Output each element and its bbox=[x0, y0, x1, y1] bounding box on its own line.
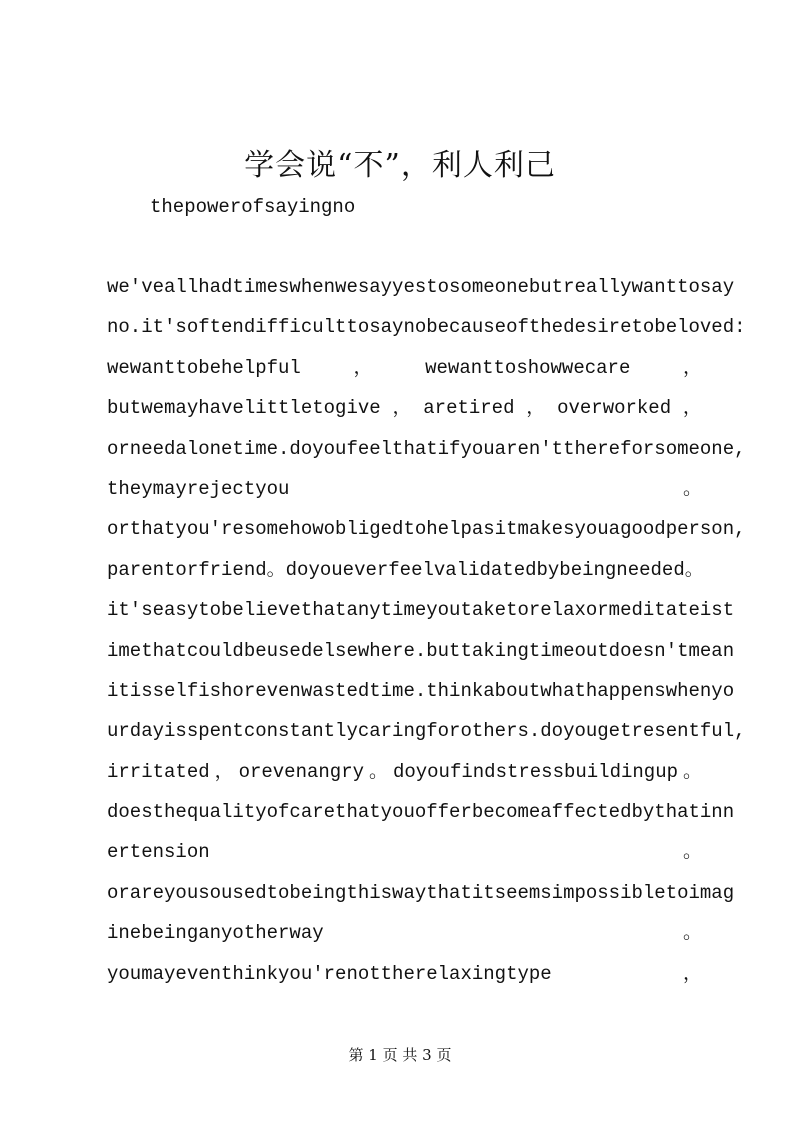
text-segment: it'seasytobelievethatanytimeyoutaketorelaxormeditateist bbox=[107, 599, 735, 622]
text-segment: ， bbox=[682, 397, 702, 420]
text-line bbox=[107, 960, 702, 1000]
document-subtitle: thepowerofsayingno bbox=[150, 196, 356, 218]
text-line bbox=[107, 515, 746, 555]
text-line bbox=[107, 798, 735, 838]
text-segment: ， bbox=[682, 962, 702, 985]
text-line bbox=[107, 677, 735, 717]
text-segment: 。 bbox=[368, 760, 388, 783]
document-title: 学会说“不”，利人利己 bbox=[244, 148, 556, 183]
text-segment: youmayeventhinkyou'renottherelaxingtype bbox=[107, 962, 552, 985]
text-segment: ， bbox=[392, 397, 412, 420]
text-segment: 。 bbox=[682, 477, 702, 500]
text-segment: imethatcouldbeusedelsewhere.buttakingtimeoutdoesn'tmean bbox=[107, 639, 735, 662]
text-segment: no.it'softendifficulttosaynobecauseofthedesiretobeloved: bbox=[107, 316, 746, 339]
text-line bbox=[107, 435, 746, 475]
text-line bbox=[107, 475, 702, 515]
text-segment: ， bbox=[214, 760, 234, 783]
text-segment: wewanttobehelpful bbox=[107, 356, 301, 379]
text-line bbox=[107, 313, 746, 353]
text-segment: orareyousousedtobeingthiswaythatitseemsimpossibletoimag bbox=[107, 881, 735, 904]
text-segment: theymayrejectyou bbox=[107, 477, 290, 500]
text-segment: itisselfishorevenwastedtime.thinkaboutwhathappenswhenyo bbox=[107, 679, 735, 702]
text-segment: butwemayhavelittletogive bbox=[107, 397, 381, 420]
text-line bbox=[107, 919, 702, 959]
body-text bbox=[107, 273, 746, 1000]
text-line bbox=[107, 354, 702, 394]
text-line bbox=[107, 273, 735, 313]
text-segment: doyoufindstressbuildingup bbox=[392, 760, 678, 783]
text-segment: parentorfriend bbox=[107, 558, 267, 581]
text-line bbox=[107, 637, 735, 677]
text-segment: irritated bbox=[107, 760, 210, 783]
text-segment: aretired bbox=[423, 397, 515, 420]
text-segment: inebeinganyotherway bbox=[107, 922, 324, 945]
text-segment: ， bbox=[682, 356, 702, 379]
text-segment: orevenangry bbox=[238, 760, 364, 783]
text-segment: 。 bbox=[266, 558, 286, 581]
text-line bbox=[107, 556, 702, 596]
page-footer: 第 1 页 共 3 页 bbox=[348, 1046, 452, 1064]
text-line bbox=[107, 394, 702, 434]
text-segment: orneedalonetime.doyoufeelthatifyouaren'tthereforsomeone, bbox=[107, 437, 746, 460]
text-segment: 。 bbox=[682, 922, 702, 945]
text-line bbox=[107, 717, 746, 757]
text-segment: 。 bbox=[682, 760, 702, 783]
text-segment: ， bbox=[353, 356, 373, 379]
text-segment: urdayisspentconstantlycaringforothers.doyougetresentful, bbox=[107, 720, 746, 743]
text-segment: doesthequalityofcarethatyouofferbecomeaffectedbythatinn bbox=[107, 801, 735, 824]
text-segment: 。 bbox=[682, 841, 702, 864]
text-segment: overworked bbox=[557, 397, 672, 420]
text-line bbox=[107, 758, 702, 798]
text-segment: ertension bbox=[107, 841, 210, 864]
text-line bbox=[107, 879, 735, 919]
text-line bbox=[107, 838, 702, 878]
text-segment: doyoueverfeelvalidatedbybeingneeded bbox=[285, 558, 685, 581]
text-segment: orthatyou'resomehowobligedtohelpasitmakesyouagoodperson, bbox=[107, 518, 746, 541]
text-segment: wewanttoshowwecare bbox=[425, 356, 631, 379]
text-segment: 。 bbox=[684, 558, 704, 581]
text-segment: ， bbox=[526, 397, 546, 420]
text-line bbox=[107, 596, 735, 636]
text-segment: we'veallhadtimeswhenwesayyestosomeonebutreallywanttosay bbox=[107, 276, 735, 298]
